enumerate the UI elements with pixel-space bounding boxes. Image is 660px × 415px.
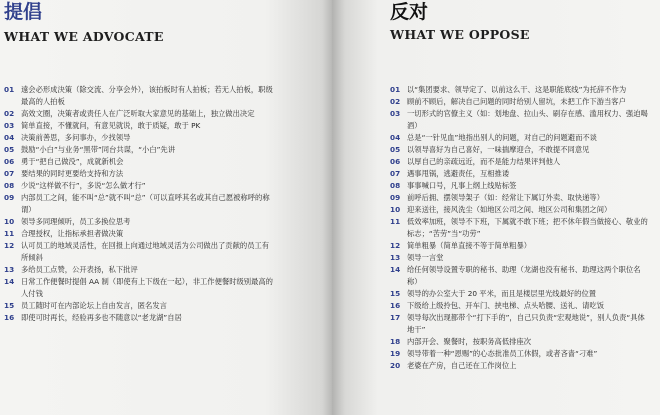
oppose-item-number: 13 [390, 253, 401, 262]
advocate-item-number: 10 [4, 217, 15, 226]
advocate-item-number: 08 [4, 181, 15, 190]
oppose-item-number: 07 [390, 169, 401, 178]
advocate-item-text: 领导多同理倾听，员工多换位思考 [21, 217, 131, 226]
advocate-title-en: WHAT WE ADVOCATE [4, 29, 164, 44]
oppose-item-text: 内部开会、聚餐时，按职务高低排座次 [407, 337, 532, 346]
oppose-item-text: 总是“一针见血”地指出别人的问题，对自己的问题避而不谈 [407, 133, 597, 142]
advocate-item-text: 决策前善思，多问事办，少找领导 [21, 133, 131, 142]
oppose-item-text: 低效率加班，领导不下班，下属就不敢下班；把不休年假当做接心、敬业的标志；“苦劳”当“功劳” [407, 217, 648, 238]
advocate-item-text: 高效文圈，决策者或责任人在广泛听取大家意见的基础上，独立做出决定 [21, 109, 255, 118]
oppose-item-number: 20 [390, 361, 401, 370]
oppose-item-number: 03 [390, 109, 401, 118]
advocate-item-text: 内部员工之间，能不叫“总”就不叫“总”（可以直呼其名或其自己愿被称呼的称谓） [21, 193, 270, 214]
oppose-item-text: 给任何领导设置专职的秘书、助理（龙湖也没有秘书、助理这两个职位名称） [407, 265, 641, 286]
oppose-item-text: 事事喊口号，凡事上纲上线贴标签 [407, 181, 517, 190]
oppose-item [390, 348, 648, 360]
advocate-item-number: 07 [4, 169, 15, 178]
advocate-item [4, 144, 276, 156]
advocate-item-text: 多给员工点赞，公开表扬，私下批评 [21, 265, 138, 274]
advocate-item-text: 勇于“把自己做没”，成就新机会 [21, 157, 124, 166]
advocate-item-text: 要结果的同时更要给支持和方法 [21, 169, 124, 178]
advocate-item-text: 遠会必形成決策（除交流、分享会外），该拍板时有人拍板；若无人拍板，职级最高的人拍板 [21, 85, 273, 106]
oppose-item-number: 12 [390, 241, 401, 250]
oppose-item-number: 02 [390, 97, 401, 106]
oppose-item [390, 360, 648, 372]
oppose-item-text: 以厚自己的亲疏远近，而不是能力结果评判他人 [407, 157, 561, 166]
oppose-item-number: 16 [390, 301, 401, 310]
advocate-item [4, 120, 276, 132]
oppose-item-text: 以“集团要求、领导定了、以前这么干、这是职能底线”为托辞不作为 [407, 85, 627, 94]
oppose-item [390, 168, 648, 180]
advocate-item-text: 合理授权，让指标承担者做决策 [21, 229, 124, 238]
oppose-item-text: 领导每次出现都带个“打下手的”，自己只负责“宏观地说”，别人负责“具体地干” [407, 313, 645, 334]
advocate-list [4, 84, 276, 324]
advocate-item-number: 15 [4, 301, 15, 310]
advocate-item-number: 06 [4, 157, 15, 166]
oppose-item [390, 252, 648, 264]
oppose-item [390, 156, 648, 168]
oppose-item [390, 336, 648, 348]
advocate-item-text: 即使可时再长，经验再多也不随意以“老龙湖”自居 [21, 313, 182, 322]
advocate-item [4, 156, 276, 168]
oppose-item-number: 08 [390, 181, 401, 190]
advocate-item [4, 228, 276, 240]
advocate-item [4, 276, 276, 300]
advocate-item-number: 03 [4, 121, 15, 130]
oppose-title-cn: 反对 [390, 1, 429, 23]
oppose-item [390, 96, 648, 108]
advocate-item-text: 认可员工的地域灵活性，在回报上向通过地域灵活为公司做出了贡献的员工有所倾斜 [21, 241, 270, 262]
advocate-item-text: 员工随时可在内部论坛上自由发言，匿名发言 [21, 301, 167, 310]
oppose-item [390, 132, 648, 144]
oppose-item [390, 312, 648, 336]
oppose-item-text: 以领导喜好为自己喜好，一味揣摩迎合，不敢提不同意见 [407, 145, 590, 154]
advocate-item-number: 14 [4, 277, 15, 286]
oppose-item-text: 下级给上级拎包、开车门、挟电梯、点头哈腰、送礼、请吃饭 [407, 301, 605, 310]
advocate-item [4, 192, 276, 216]
advocate-item-number: 11 [4, 229, 15, 238]
oppose-item-number: 10 [390, 205, 401, 214]
advocate-item [4, 264, 276, 276]
advocate-item-number: 09 [4, 193, 15, 202]
oppose-item-text: 领导的办公室大于 20 平米，而且是楼层里光线最好的位置 [407, 289, 597, 298]
advocate-item [4, 300, 276, 312]
oppose-item-text: 简单粗暴（简单直接不等于简单粗暴） [407, 241, 532, 250]
oppose-item-number: 04 [390, 133, 401, 142]
advocate-item [4, 84, 276, 108]
oppose-item-number: 11 [390, 217, 401, 226]
oppose-item-number: 18 [390, 337, 401, 346]
advocate-item [4, 216, 276, 228]
oppose-item [390, 240, 648, 252]
advocate-item-number: 13 [4, 265, 15, 274]
oppose-item [390, 180, 648, 192]
advocate-item [4, 108, 276, 120]
advocate-item [4, 312, 276, 324]
oppose-item-number: 15 [390, 289, 401, 298]
oppose-item [390, 288, 648, 300]
advocate-title-cn: 提倡 [4, 1, 43, 23]
oppose-item-text: 顾前不顾后，解决自己问题的同时给别人留坑，未把工作下游当客户 [407, 97, 626, 106]
oppose-item [390, 204, 648, 216]
oppose-item-text: 一切形式的官僚主义（如：划地盘、拉山头、刷存在感、滥用权力、强迫喝酒） [407, 109, 648, 130]
oppose-item-text: 迎来送往，接风洗尘（如地区公司之间、地区公司和集团之间） [407, 205, 612, 214]
advocate-item-text: 鼓励“小白”与业务“黑带”同台共谋，“小白”先讲 [21, 145, 176, 154]
oppose-item-text: 老婆在产房，自己还在工作岗位上 [407, 361, 517, 370]
advocate-item-text: 少说“这样做不行”，多说“怎么做才行” [21, 181, 146, 190]
advocate-item [4, 240, 276, 264]
oppose-page [332, 0, 660, 415]
advocate-item-number: 04 [4, 133, 15, 142]
advocate-item-text: 日常工作便餐时提倡 AA 制（即使有上下级在一起），非工作便餐时级别最高的人付钱 [21, 277, 273, 298]
oppose-item [390, 300, 648, 312]
advocate-item [4, 180, 276, 192]
oppose-item [390, 192, 648, 204]
oppose-item [390, 108, 648, 132]
oppose-item-number: 09 [390, 193, 401, 202]
oppose-item-number: 14 [390, 265, 401, 274]
advocate-item-number: 12 [4, 241, 15, 250]
oppose-list [390, 84, 648, 372]
advocate-item [4, 132, 276, 144]
oppose-title-en: WHAT WE OPPOSE [390, 27, 530, 42]
oppose-item-number: 06 [390, 157, 401, 166]
oppose-item-number: 05 [390, 145, 401, 154]
oppose-item [390, 84, 648, 96]
oppose-item-number: 01 [390, 85, 401, 94]
advocate-item-number: 02 [4, 109, 15, 118]
oppose-item-number: 17 [390, 313, 401, 322]
advocate-item-number: 01 [4, 85, 15, 94]
oppose-item-text: 领导一言堂 [407, 253, 444, 262]
oppose-item-text: 领导带着一种“恩赐”的心态批准员工休假，或者吝啬“刁难” [407, 349, 598, 358]
oppose-item [390, 216, 648, 240]
advocate-item-text: 简单直接，不懂就问，有意见就说，敢于质疑，敢于 PK [21, 121, 201, 130]
oppose-item-text: 遇事甩锅，逃避责任，互相推诿 [407, 169, 510, 178]
oppose-item [390, 264, 648, 288]
advocate-item-number: 05 [4, 145, 15, 154]
oppose-item-text: 前呼后拥、摆领导架子（如：经常让下属订外卖、取快递等） [407, 193, 605, 202]
oppose-item-number: 19 [390, 349, 401, 358]
oppose-item [390, 144, 648, 156]
advocate-item-number: 16 [4, 313, 15, 322]
advocate-item [4, 168, 276, 180]
